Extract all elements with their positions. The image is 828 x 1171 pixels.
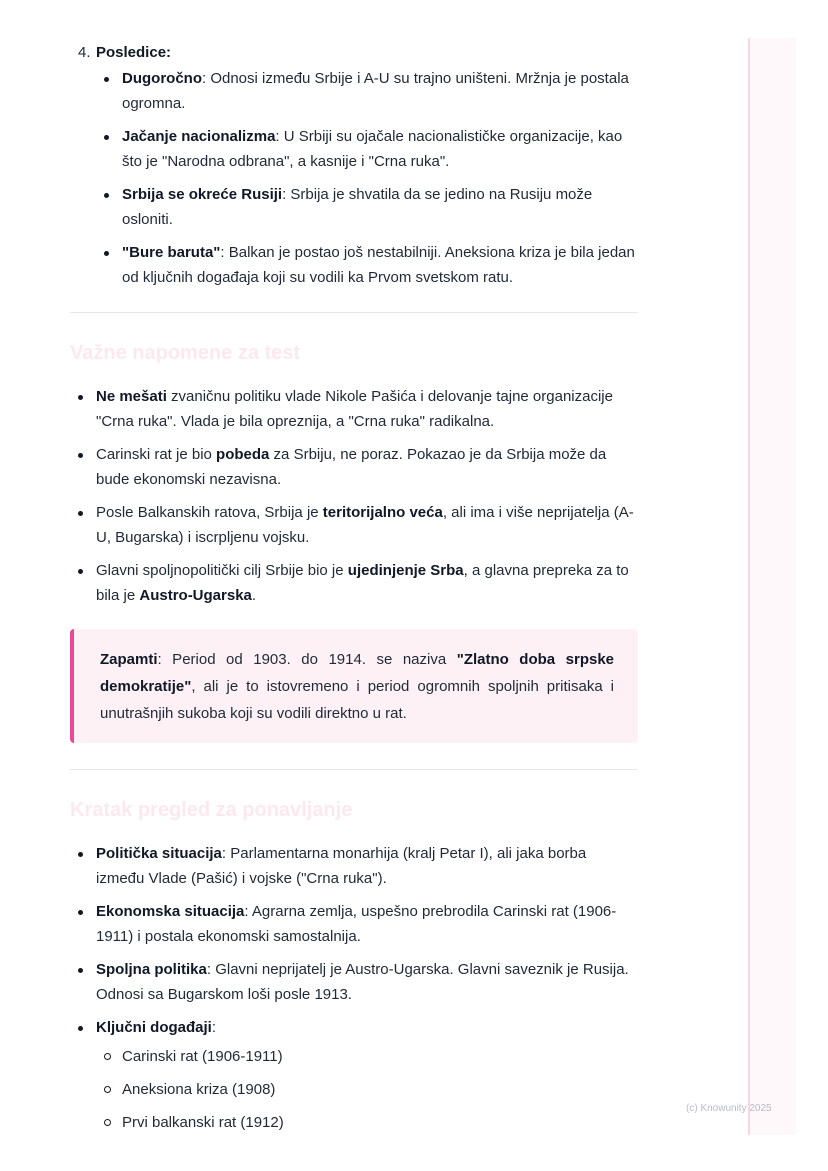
item-text: za Srbiju, ne poraz. Pokazao je da Srbija može da bude ekonomski nezavisna. [96, 446, 607, 488]
list-item [96, 66, 638, 116]
item-term: Jačanje nacionalizma [122, 128, 276, 145]
item-text: : Agrarna zemlja, uspešno prebrodila Carinski rat (1906-1911) i postala ekonomski samostalnija. [96, 903, 617, 945]
item-text: : Parlamentarna monarhija (kralj Petar I), ali jaka borba između Vlade (Pašić) i vojske ("Crna ruka"). [96, 845, 587, 887]
item-text: Carinski rat je bio [96, 446, 217, 463]
list-item [96, 124, 638, 174]
list-item [96, 182, 638, 232]
sub-list-item: Aneksiona kriza (1908) [96, 1077, 638, 1102]
summary-list [70, 841, 638, 1135]
notes-list [70, 384, 638, 608]
item-term: Dugoročno [122, 70, 202, 87]
list-item [70, 558, 638, 608]
callout-text: : Period od 1903. do 1914. se naziva [157, 651, 457, 668]
callout-text: , ali je to istovremeno i period ogromnih spoljnih pritisaka i unutrašnjih sukoba koji su vodili direktno u rat. [100, 678, 614, 722]
item-term: Srbija se okreće Rusiji [122, 186, 283, 203]
item-emphasis: ujedinjenje Srba [347, 562, 464, 579]
item-text: : Balkan je postao još nestabilniji. Aneksiona kriza je bila jedan od ključnih događaja koji su vodili ka Prvom svetskom ratu. [122, 244, 635, 286]
list-item [70, 957, 638, 1007]
list-item [70, 384, 638, 434]
item-text: Glavni spoljnopolitički cilj Srbije bio je [96, 562, 348, 579]
consequences-list [96, 66, 638, 290]
item-text: : Odnosi između Srbije i A-U su trajno uništeni. Mržnja je postala ogromna. [122, 70, 629, 112]
section-divider [70, 769, 638, 770]
list-number: 4. [78, 44, 91, 61]
item-emphasis: pobeda [216, 446, 270, 463]
callout-quote: "Zlatno doba srpske demokratije" [100, 651, 615, 695]
callout-label: Zapamti [100, 651, 158, 668]
item-term: Politička situacija [96, 845, 222, 862]
item-emphasis: Ne mešati [96, 388, 167, 405]
document-body [70, 40, 638, 1135]
item-text: : Srbija je shvatila da se jedino na Rusiju može osloniti. [122, 186, 593, 228]
item-text: : [211, 1019, 217, 1036]
item-text: : U Srbiji su ojačale nacionalističke organizacije, kao što je "Narodna odbrana", a kasnije i "Crna ruka". [122, 128, 623, 170]
consequences-title: Posledice: [96, 44, 172, 61]
summary-heading: Kratak pregled za ponavljanje [70, 799, 353, 821]
item-text: : Glavni neprijatelj je Austro-Ugarska. Glavni saveznik je Rusija. Odnosi sa Bugarskom loši posle 1913. [96, 961, 629, 1003]
item-emphasis: Austro-Ugarska [139, 587, 252, 604]
list-item [70, 442, 638, 492]
item-emphasis: teritorijalno veća [322, 504, 443, 521]
section-divider [70, 312, 638, 313]
events-sublist [96, 1044, 638, 1135]
item-text: Posle Balkanskih ratova, Srbija je [96, 504, 323, 521]
item-text: . [251, 587, 257, 604]
side-margin-bar [748, 38, 796, 1135]
item-term: Spoljna politika [96, 961, 207, 978]
item-text: , a glavna prepreka za to bila je [96, 562, 629, 604]
item-term: "Bure baruta" [122, 244, 221, 261]
watermark: (c) Knowunity 2025 [686, 1103, 772, 1114]
list-item [70, 899, 638, 949]
list-item [70, 841, 638, 891]
sub-list-item: Carinski rat (1906-1911) [96, 1044, 638, 1069]
notes-heading: Važne napomene za test [70, 342, 301, 364]
item-term: Ekonomska situacija [96, 903, 245, 920]
item-text: , ali ima i više neprijatelja (A-U, Bugarska) i iscrpljenu vojsku. [96, 504, 634, 546]
list-item [96, 240, 638, 290]
sub-list-item: Prvi balkanski rat (1912) [96, 1110, 638, 1135]
remember-callout [70, 629, 638, 743]
list-item [70, 500, 638, 550]
list-item [70, 1015, 638, 1135]
item-text: zvaničnu politiku vlade Nikole Pašića i delovanje tajne organizacije "Crna ruka". Vlada je bila opreznija, a "Crna ruka" radikalna. [96, 388, 613, 430]
consequences-section [70, 40, 638, 290]
item-term: Ključni događaji [96, 1019, 212, 1036]
